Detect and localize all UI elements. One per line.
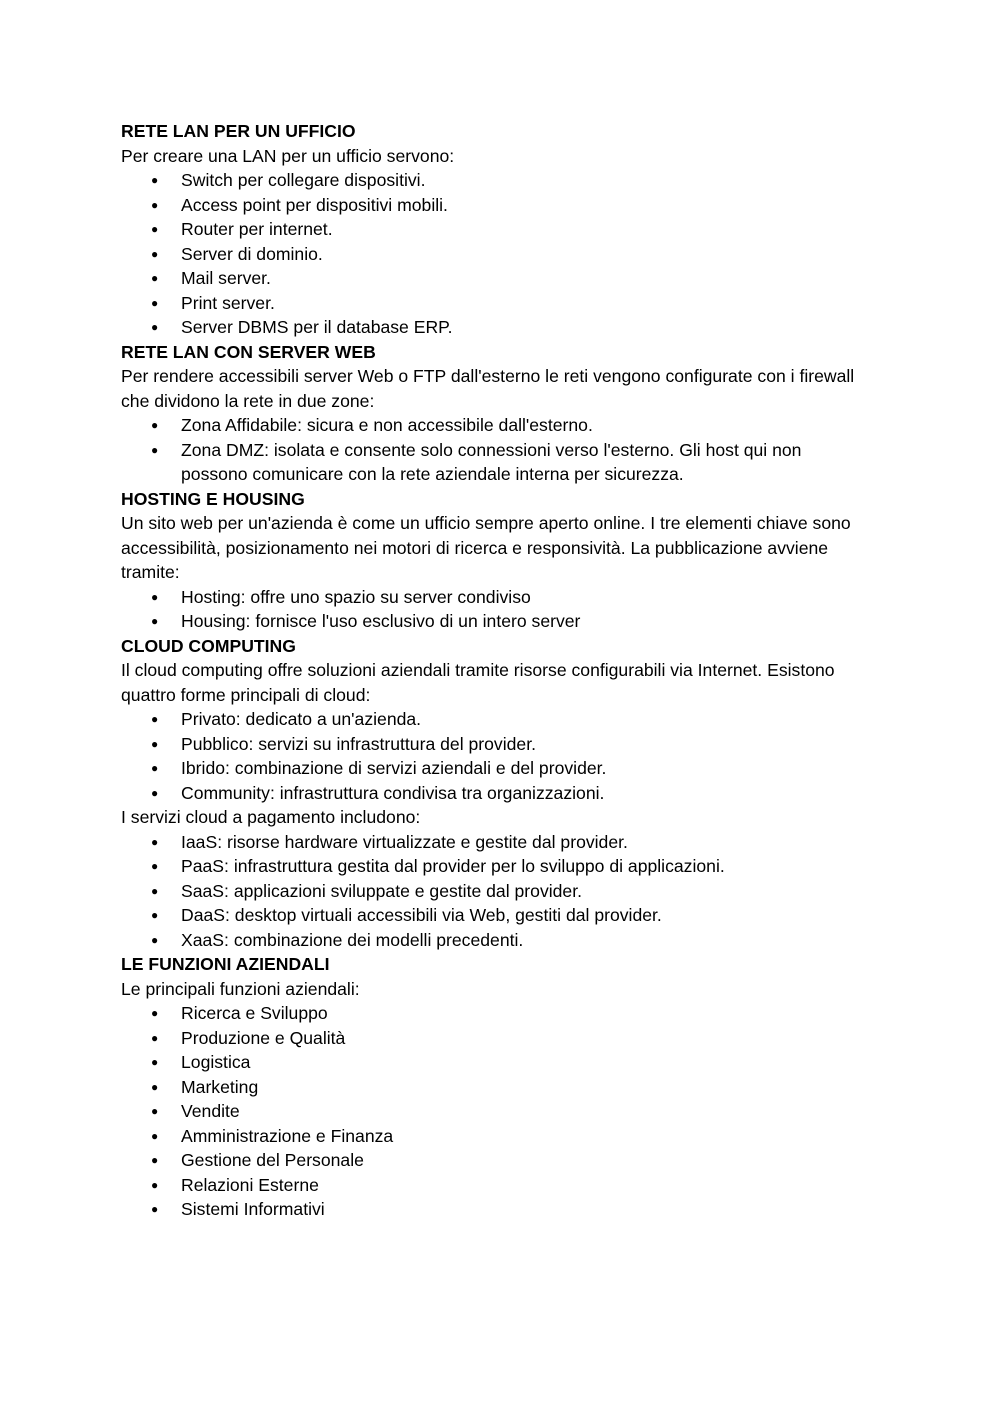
bullet-icon: ● [151, 418, 159, 432]
bullet-icon: ● [151, 1202, 159, 1216]
list-item-text: Logistica [181, 1052, 251, 1072]
section-heading: RETE LAN PER UN UFFICIO [121, 121, 356, 141]
list-item-text: Zona DMZ: isolata e consente solo connessioni verso l'esterno. Gli host qui non possono comunicare con la rete aziendale interna per sicurezza. [181, 439, 802, 484]
list-item [121, 266, 861, 291]
bullet-icon: ● [151, 883, 159, 898]
list-item [121, 781, 861, 806]
list-item-text: Hosting: offre uno spazio su server condiviso [181, 586, 531, 607]
section [121, 340, 861, 487]
bullet-icon: ● [151, 197, 159, 212]
bullet-icon: ● [151, 1055, 159, 1069]
paragraph: Per rendere accessibili server Web o FTP dall'esterno le reti vengono configurate con i firewall che dividono la rete in due zone: [121, 366, 855, 411]
bullet-icon: ● [151, 785, 159, 800]
list-item [121, 193, 861, 218]
list-item [121, 879, 861, 904]
bullet-icon: ● [151, 614, 159, 628]
bullet-icon: ● [151, 1177, 159, 1192]
list-item-text: Community: infrastruttura condivisa tra organizzazioni. [181, 782, 605, 803]
list-item [121, 291, 861, 316]
bullet-icon: ● [151, 442, 159, 457]
bullet-icon: ● [151, 222, 159, 236]
list-item [121, 928, 861, 953]
bullet-icon: ● [151, 932, 159, 947]
list-item [121, 242, 861, 267]
list-item-text: Server DBMS per il database ERP. [181, 317, 453, 337]
document-body [121, 119, 861, 1222]
list-item [121, 1099, 861, 1124]
bullet-icon: ● [151, 712, 159, 726]
section [121, 487, 861, 634]
list-item [121, 413, 861, 438]
paragraph: I servizi cloud a pagamento includono: [121, 807, 421, 827]
list-item-text: Print server. [181, 292, 275, 313]
list-item-text: Ibrido: combinazione di servizi aziendali e del provider. [181, 758, 607, 778]
section-heading: HOSTING E HOUSING [121, 488, 305, 509]
list-item-text: SaaS: applicazioni sviluppate e gestite dal provider. [181, 880, 582, 901]
bullet-icon: ● [151, 173, 159, 187]
list-item [121, 1026, 861, 1051]
list-item-text: Gestione del Personale [181, 1150, 364, 1170]
list-item-text: IaaS: risorse hardware virtualizzate e gestite dal provider. [181, 831, 628, 852]
paragraph: Un sito web per un'azienda è come un ufficio sempre aperto online. I tre elementi chiave sono accessibilità, posizionamento nei motori di ricerca e responsività. La pubblicazione avviene tramite: [121, 513, 851, 582]
list-item-text: Housing: fornisce l'uso esclusivo di un intero server [181, 611, 581, 631]
list-item [121, 1075, 861, 1100]
list-item-text: Amministrazione e Finanza [181, 1125, 394, 1146]
paragraph: Le principali funzioni aziendali: [121, 978, 360, 999]
list-item [121, 756, 861, 781]
bullet-icon: ● [151, 908, 159, 922]
list-item-text: Server di dominio. [181, 243, 323, 264]
bullet-icon: ● [151, 736, 159, 751]
list-item [121, 217, 861, 242]
bullet-icon: ● [151, 1104, 159, 1118]
list-item [121, 732, 861, 757]
list-item-text: XaaS: combinazione dei modelli precedenti. [181, 929, 524, 950]
bullet-icon: ● [151, 320, 159, 334]
list-item [121, 1173, 861, 1198]
paragraph: Il cloud computing offre soluzioni aziendali tramite risorse configurabili via Internet. Esistono quattro forme principali di cloud: [121, 660, 835, 705]
list-item [121, 1124, 861, 1149]
list-item [121, 707, 861, 732]
bullet-list [121, 1001, 861, 1222]
bullet-icon: ● [151, 589, 159, 604]
bullet-icon: ● [151, 1153, 159, 1167]
section [121, 634, 861, 953]
bullet-list [121, 707, 861, 805]
list-item-text: Pubblico: servizi su infrastruttura del provider. [181, 733, 536, 754]
list-item-text: Router per internet. [181, 219, 333, 239]
list-item [121, 585, 861, 610]
list-item [121, 438, 861, 487]
list-item [121, 168, 861, 193]
list-item [121, 1148, 861, 1173]
bullet-icon: ● [151, 1128, 159, 1143]
list-item-text: Sistemi Informativi [181, 1199, 325, 1219]
bullet-icon: ● [151, 1030, 159, 1045]
list-item [121, 854, 861, 879]
bullet-list [121, 830, 861, 953]
bullet-icon: ● [151, 859, 159, 873]
list-item-text: Switch per collegare dispositivi. [181, 170, 426, 190]
list-item [121, 1050, 861, 1075]
paragraph: Per creare una LAN per un ufficio servono: [121, 145, 455, 166]
list-item-text: Relazioni Esterne [181, 1174, 319, 1195]
bullet-list [121, 585, 861, 634]
list-item-text: Vendite [181, 1101, 240, 1121]
section [121, 119, 861, 340]
section-heading: RETE LAN CON SERVER WEB [121, 341, 376, 362]
bullet-list [121, 413, 861, 487]
list-item-text: Marketing [181, 1076, 259, 1097]
list-item [121, 903, 861, 928]
section [121, 952, 861, 1222]
bullet-icon: ● [151, 1006, 159, 1020]
list-item-text: PaaS: infrastruttura gestita dal provider per lo sviluppo di applicazioni. [181, 856, 725, 876]
bullet-icon: ● [151, 295, 159, 310]
list-item-text: Produzione e Qualità [181, 1027, 346, 1048]
list-item [121, 830, 861, 855]
bullet-icon: ● [151, 271, 159, 285]
list-item-text: Access point per dispositivi mobili. [181, 194, 448, 215]
section-heading: LE FUNZIONI AZIENDALI [121, 954, 330, 974]
list-item-text: Mail server. [181, 268, 271, 288]
bullet-list [121, 168, 861, 340]
list-item-text: Privato: dedicato a un'azienda. [181, 709, 422, 729]
bullet-icon: ● [151, 761, 159, 775]
bullet-icon: ● [151, 246, 159, 261]
list-item-text: Zona Affidabile: sicura e non accessibile dall'esterno. [181, 415, 593, 435]
list-item [121, 609, 861, 634]
bullet-icon: ● [151, 1079, 159, 1094]
list-item [121, 315, 861, 340]
list-item [121, 1197, 861, 1222]
list-item [121, 1001, 861, 1026]
bullet-icon: ● [151, 834, 159, 849]
section-heading: CLOUD COMPUTING [121, 635, 296, 656]
list-item-text: Ricerca e Sviluppo [181, 1003, 328, 1023]
list-item-text: DaaS: desktop virtuali accessibili via Web, gestiti dal provider. [181, 905, 662, 925]
